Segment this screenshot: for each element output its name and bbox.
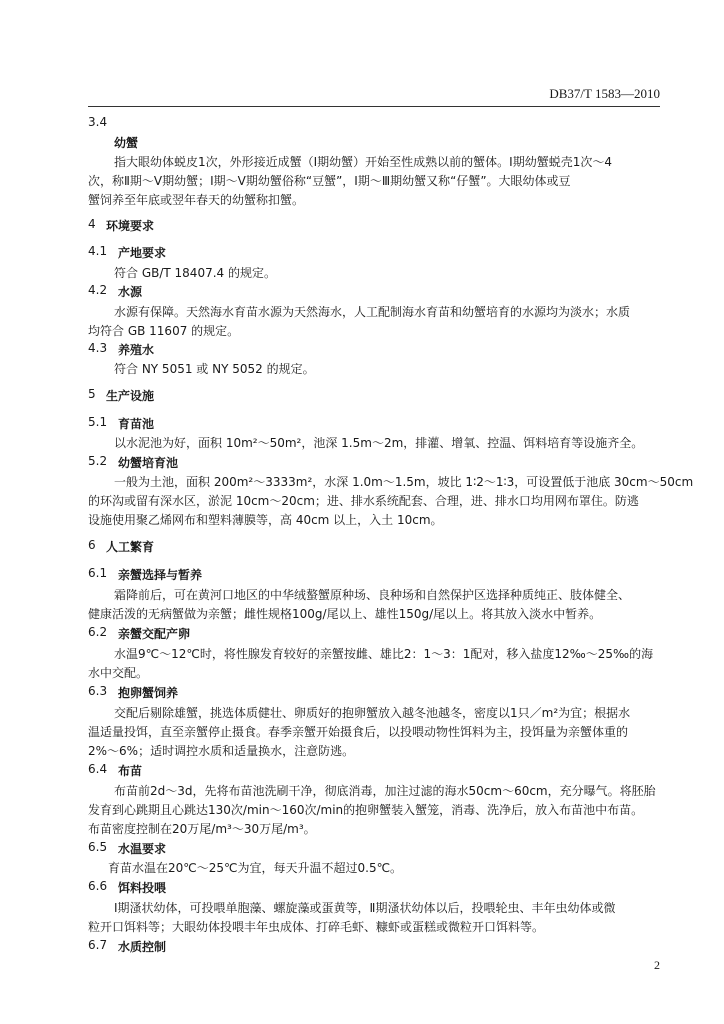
paragraph-line: 符合 NY 5051 或 NY 5052 的规定。 [114,362,315,376]
section-number: 4 [88,217,96,231]
page-number: 2 [654,958,660,972]
header-rule [88,106,660,107]
clause-number: 4.2 [88,283,108,297]
paragraph-line: 指大眼幼体蜕皮1次，外形接近成蟹（Ⅰ期幼蟹）开始至性成熟以前的蟹体。Ⅰ期幼蟹蜕壳1次～4 [114,155,612,169]
clause-title: 幼蟹培育池 [118,456,179,470]
paragraph-line: 的环沟或留有深水区，淤泥 10cm～20cm；进、排水系统配套、合理，进、排水口均用网布罩住。防逃 [88,494,639,508]
clause-title: 育苗池 [118,417,155,431]
clause-title: 水源 [118,285,143,299]
section-title: 生产设施 [106,389,155,403]
paragraph-line: 蟹饲养至年底或翌年春天的幼蟹称扣蟹。 [88,193,305,207]
clause-number: 3.4 [88,115,108,129]
section-number: 5 [88,387,96,401]
clause-number: 6.4 [88,762,108,776]
clause-number: 6.6 [88,879,108,893]
section-title: 人工繁育 [106,540,155,554]
clause-number: 5.2 [88,454,108,468]
clause-title: 产地要求 [118,246,167,260]
clause-number: 4.3 [88,341,108,355]
paragraph-line: 健康活泼的无病蟹做为亲蟹；雌性规格100g/尾以上、雄性150g/尾以上。将其放入淡水中暂养。 [88,607,602,621]
paragraph-line: 布苗前2d～3d，先将布苗池洗刷干净，彻底消毒，加注过滤的海水50cm～60cm，充分曝气。将胚胎 [114,784,656,798]
paragraph-line: 水源有保障。天然海水育苗水源为天然海水，人工配制海水育苗和幼蟹培育的水源均为淡水；水质 [114,305,631,319]
clause-number: 6.3 [88,684,108,698]
clause-title: 布苗 [118,764,143,778]
term-title: 幼蟹 [114,136,139,150]
clause-title: 水质控制 [118,940,167,954]
clause-title: 养殖水 [118,343,155,357]
paragraph-line: 发育到心跳期且心跳达130次/min～160次/min的抱卵蟹装入蟹笼，消毒、洗净后，放入布苗池中布苗。 [88,803,644,817]
paragraph-line: 2%～6%；适时调控水质和适量换水，注意防逃。 [88,744,355,758]
clause-title: 亲蟹交配产卵 [118,627,191,641]
paragraph-line: Ⅰ期溞状幼体，可投喂单胞藻、螺旋藻或蛋黄等，Ⅱ期溞状幼体以后，投喂轮虫、丰年虫幼体或微 [114,901,616,915]
clause-title: 饵料投喂 [118,881,167,895]
paragraph-line: 温适量投饵，直至亲蟹停止摄食。春季亲蟹开始摄食后，以投喂动物性饵料为主，投饵量为亲蟹体重的 [88,725,629,739]
paragraph-line: 水温9℃～12℃时，将性腺发育较好的亲蟹按雌、雄比2：1～3：1配对，移入盐度12‰～25‰的海 [114,647,654,661]
paragraph-line: 设施使用聚乙烯网布和塑料薄膜等，高 40cm 以上，入土 10cm。 [88,513,443,527]
paragraph-line: 霜降前后，可在黄河口地区的中华绒螯蟹原种场、良种场和自然保护区选择种质纯正、肢体健全、 [114,588,631,602]
paragraph-line: 布苗密度控制在20万尾/m³～30万尾/m³。 [88,822,316,836]
paragraph-line: 以水泥池为好，面积 10m²～50m²，池深 1.5m～2m，排灌、增氧、控温、饵料培育等设施齐全。 [114,436,644,450]
document-code: DB37/T 1583—2010 [549,86,660,101]
clause-title: 抱卵蟹饲养 [118,686,179,700]
clause-number: 5.1 [88,415,108,429]
clause-number: 6.1 [88,566,108,580]
clause-number: 4.1 [88,244,108,258]
paragraph-line: 粒开口饵料等；大眼幼体投喂丰年虫成体、打碎毛虾、糠虾或蛋糕或微粒开口饵料等。 [88,920,545,934]
paragraph-line: 均符合 GB 11607 的规定。 [88,324,240,338]
paragraph-line: 水中交配。 [88,666,149,680]
clause-number: 6.7 [88,938,108,952]
clause-title: 亲蟹选择与暂养 [118,568,203,582]
paragraph-line: 一般为土池，面积 200m²～3333m²，水深 1.0m～1.5m，坡比 1∶2～1∶3，可设置低于池底 30cm～50cm [114,475,694,489]
section-number: 6 [88,538,96,552]
paragraph-line: 次，称Ⅱ期～Ⅴ期幼蟹；Ⅰ期～Ⅴ期幼蟹俗称“豆蟹”，Ⅰ期～Ⅲ期幼蟹又称“仔蟹”。大眼幼体或豆 [88,174,571,188]
paragraph-line: 育苗水温在20℃～25℃为宜，每天升温不超过0.5℃。 [108,861,403,875]
paragraph-line: 交配后剔除雄蟹，挑选体质健壮、卵质好的抱卵蟹放入越冬池越冬，密度以1只／m²为宜；根据水 [114,706,631,720]
section-title: 环境要求 [106,219,155,233]
paragraph-line: 符合 GB/T 18407.4 的规定。 [114,266,276,280]
clause-title: 水温要求 [118,842,167,856]
clause-number: 6.2 [88,625,108,639]
clause-number: 6.5 [88,840,108,854]
